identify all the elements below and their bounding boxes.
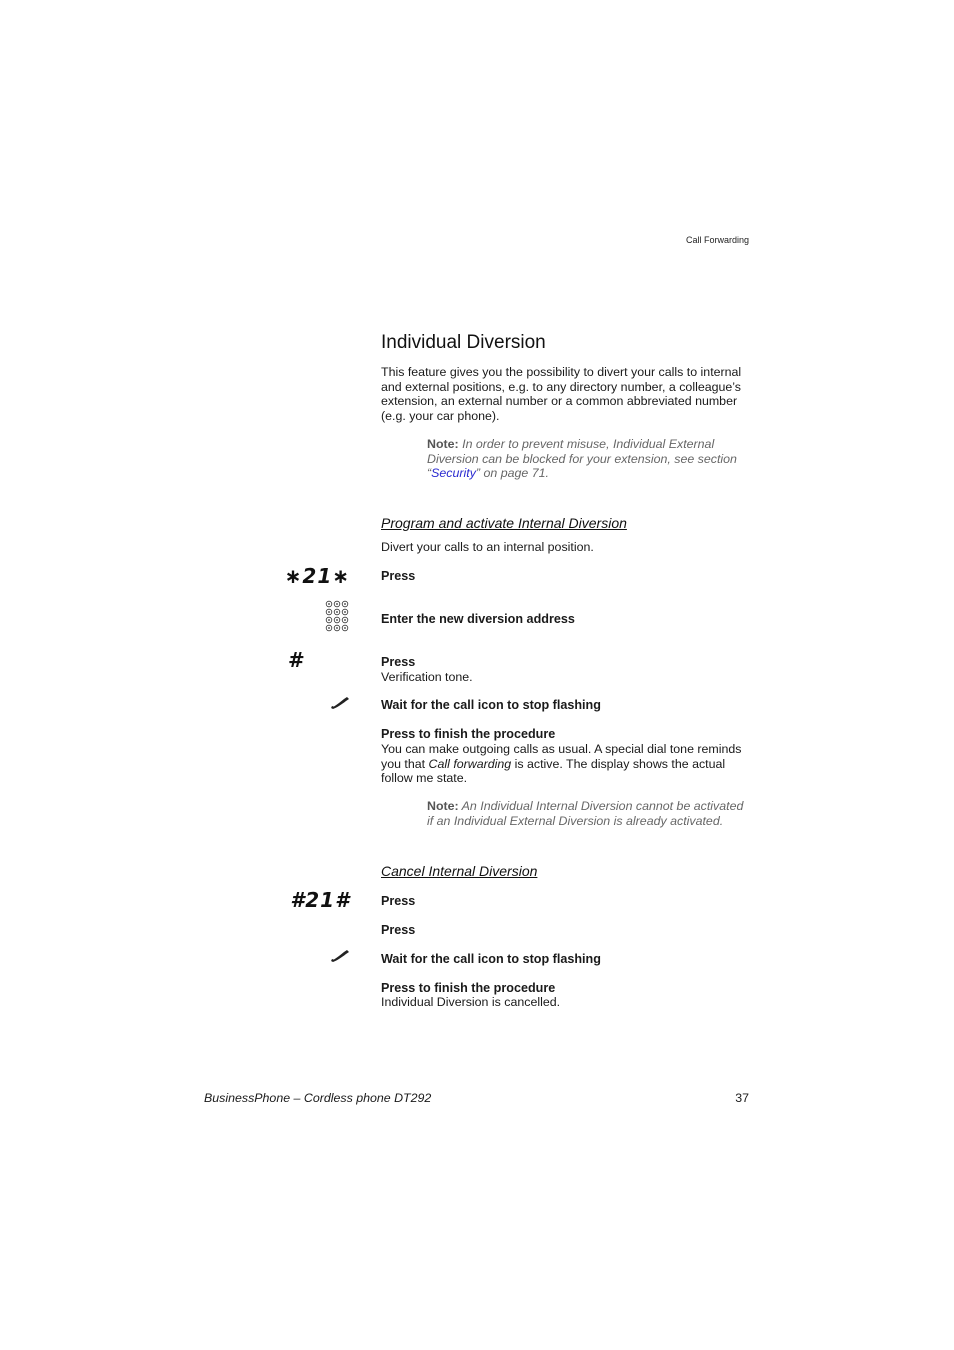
note-security: [427, 437, 752, 481]
note-label: Note:: [427, 437, 459, 451]
cancel-detail: Individual Diversion is cancelled.: [381, 995, 561, 1009]
program-description: Divert your calls to an internal position.: [381, 540, 594, 554]
running-head: Call Forwarding: [685, 235, 749, 245]
cancel-step-finish: Press to finish the procedure: [381, 981, 556, 995]
key-hash21hash: #21#: [290, 888, 350, 912]
step-finish: Press to finish the procedure: [381, 727, 556, 741]
note-text: In order to prevent misuse, Individual External Diversion can be blocked for your extension, see section “: [427, 437, 737, 481]
note2-text: An Individual Internal Diversion cannot be activated if an Individual External Diversion is already activated.: [427, 799, 744, 828]
phone-handset-icon: [330, 696, 350, 715]
note-text-after: ” on page 71.: [475, 466, 549, 481]
subheading-cancel: Cancel Internal Diversion: [381, 863, 538, 879]
note2-label: Note:: [427, 799, 459, 813]
verification-tone-text: Verification tone.: [381, 670, 473, 684]
finish-detail-a: You can make outgoing calls as usual. A special dial tone reminds you that: [381, 742, 742, 771]
intro-paragraph: This feature gives you the possibility to divert your calls to internal and external positions, e.g. to any directory number, a colleague’s extension, an external number or a common abbreviated number (e.g. your car phone).: [381, 365, 742, 423]
step-press-3: Press: [381, 655, 416, 669]
keypad-icon: [325, 600, 351, 641]
footer-title: BusinessPhone – Cordless phone DT292: [204, 1091, 432, 1105]
page-number: 37: [735, 1091, 749, 1105]
call-forwarding-term: Call forwarding: [428, 756, 512, 771]
key-hash: #: [288, 648, 306, 672]
note-internal-diversion: [427, 799, 752, 828]
security-link[interactable]: Security: [431, 466, 476, 481]
step-wait-flashing: Wait for the call icon to stop flashing: [381, 698, 601, 712]
finish-detail: [381, 742, 751, 786]
finish-detail-b: is active. The display shows the actual follow me state.: [381, 756, 726, 786]
phone-handset-icon: [330, 949, 350, 968]
page-title: Individual Diversion: [381, 332, 546, 353]
cancel-step-press-2: Press: [381, 923, 416, 937]
step-press-1: Press: [381, 569, 416, 583]
cancel-step-wait: Wait for the call icon to stop flashing: [381, 952, 601, 966]
step-enter-address: Enter the new diversion address: [381, 612, 575, 626]
key-star21star: ∗21∗: [284, 564, 350, 588]
cancel-step-press-1: Press: [381, 894, 416, 908]
subheading-program: Program and activate Internal Diversion: [381, 515, 627, 531]
